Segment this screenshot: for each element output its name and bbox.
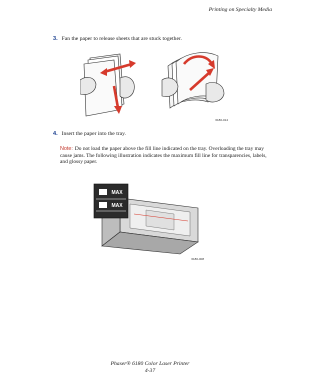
note-label: Note:: [60, 146, 73, 152]
step-4: [53, 131, 126, 138]
figure-id: 6180-014: [215, 118, 228, 122]
note-text: Do not load the paper above the fill line indicated on the tray. Overloading the tray may cause jams. The following illustration indicates the maximum fill line for transparencies, labels, and glossy paper.: [60, 146, 267, 166]
footer-page-number: 4-37: [144, 368, 156, 374]
max-label-bottom: MAX: [111, 203, 123, 209]
max-label-inset: [94, 184, 128, 218]
note: [60, 146, 272, 166]
figure-id: 6180-008: [191, 257, 204, 261]
step-3: [53, 36, 182, 43]
footer-product: Phaser® 6180 Color Laser Printer: [110, 361, 190, 367]
fan-paper-illustration: [80, 50, 230, 120]
section-title: Printing on Specialty Media: [208, 7, 272, 13]
tray-fill-line-illustration: [90, 180, 210, 261]
max-label-top: MAX: [111, 190, 123, 196]
step-text: Insert the paper into the tray.: [61, 131, 126, 137]
step-text: Fan the paper to release sheets that are stuck together.: [61, 36, 182, 42]
step-number: 3.: [53, 36, 58, 42]
tray-drawing: [90, 180, 210, 255]
fan-paper-drawing: [80, 50, 230, 120]
step-number: 4.: [53, 131, 58, 137]
